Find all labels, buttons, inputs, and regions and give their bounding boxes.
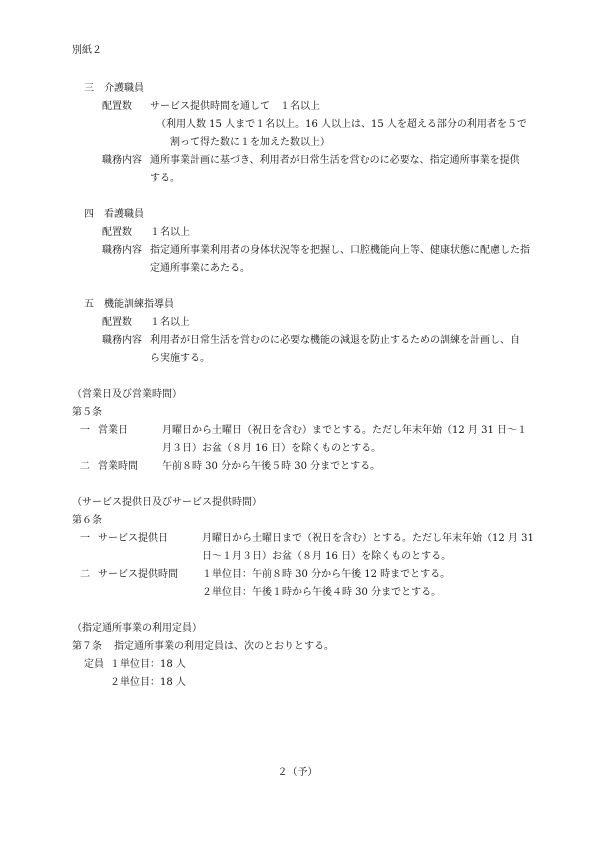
- section-3-duty-line-2: する。: [150, 173, 180, 184]
- section-5-staff-label: 配置数: [102, 317, 132, 328]
- page-number: ２（予）: [277, 767, 318, 778]
- article-6-item-1-line-1: 月曜日から土曜日まで（祝日を含む）とする。ただし年末年始（12 月 31: [202, 533, 534, 544]
- article-7-caption: （指定通所事業の利用定員）: [72, 623, 202, 634]
- article-6-item-1-label: サービス提供日: [98, 533, 168, 544]
- article-6-item-2-number: 二: [80, 569, 90, 580]
- article-5-item-1-number: 一: [80, 425, 90, 436]
- article-5-item-2-label: 営業時間: [98, 461, 138, 472]
- section-3-note-line-1: （利用人数 15 人まで１名以上。16 人以上は、15 人を超える部分の利用者を５で: [156, 119, 527, 130]
- section-3-heading: 三 介護職員: [84, 83, 144, 94]
- section-3-note-line-2: 割って得た数に１を加えた数以上）: [170, 137, 330, 148]
- section-4-staff-label: 配置数: [102, 227, 132, 238]
- section-5-duty-line-1: 利用者が日常生活を営むのに必要な機能の減退を防止するための訓練を計画し、自: [150, 335, 520, 346]
- article-5-title: 第５条: [72, 407, 102, 418]
- section-5-heading: 五 機能訓練指導員: [84, 299, 174, 310]
- article-7-title: 第７条: [72, 641, 102, 652]
- article-6-item-2-line-1: １単位目：午前８時 30 分から午後 12 時までとする。: [202, 569, 451, 580]
- section-3-duty-line-1: 通所事業計画に基づき、利用者が日常生活を営むのに必要な、指定通所事業を提供: [150, 155, 520, 166]
- section-4-duty-line-2: 定通所事業にあたる。: [150, 263, 250, 274]
- article-6-item-1-number: 一: [80, 533, 90, 544]
- section-4-staff-value: １名以上: [150, 227, 190, 238]
- section-3-duty-label: 職務内容: [102, 155, 142, 166]
- article-6-item-2-label: サービス提供時間: [98, 569, 178, 580]
- capacity-unit-1: １単位目：18 人: [110, 659, 186, 670]
- article-6-item-2-line-2: ２単位目：午後１時から午後４時 30 分までとする。: [202, 587, 442, 598]
- article-5-caption: （営業日及び営業時間）: [72, 389, 182, 400]
- article-5-item-2-number: 二: [80, 461, 90, 472]
- capacity-label: 定員: [84, 659, 104, 670]
- article-5-item-1-label: 営業日: [98, 425, 128, 436]
- section-5-duty-label: 職務内容: [102, 335, 142, 346]
- section-3-staff-value: サービス提供時間を通して １名以上: [150, 101, 320, 112]
- attachment-label: 別紙２: [72, 45, 102, 56]
- article-5-item-1-line-1: 月曜日から土曜日（祝日を含む）までとする。ただし年末年始（12 月 31 日～１: [162, 425, 527, 436]
- article-5-item-1-line-2: 月３日）お盆（８月 16 日）を除くものとする。: [162, 443, 382, 454]
- article-7-body: 指定通所事業の利用定員は、次のとおりとする。: [114, 641, 334, 652]
- section-4-duty-label: 職務内容: [102, 245, 142, 256]
- section-5-staff-value: １名以上: [150, 317, 190, 328]
- section-4-duty-line-1: 指定通所事業利用者の身体状況等を把握し、口腔機能向上等、健康状態に配慮した指: [150, 245, 530, 256]
- article-6-caption: （サービス提供日及びサービス提供時間）: [72, 497, 262, 508]
- section-3-staff-label: 配置数: [102, 101, 132, 112]
- article-6-title: 第６条: [72, 515, 102, 526]
- article-6-item-1-line-2: 日～１月３日）お盆（８月 16 日）を除くものとする。: [202, 551, 452, 562]
- article-5-item-2-line-1: 午前８時 30 分から午後５時 30 分までとする。: [162, 461, 381, 472]
- section-5-duty-line-2: ら実施する。: [150, 353, 210, 364]
- capacity-unit-2: ２単位目：18 人: [110, 677, 186, 688]
- section-4-heading: 四 看護職員: [84, 209, 144, 220]
